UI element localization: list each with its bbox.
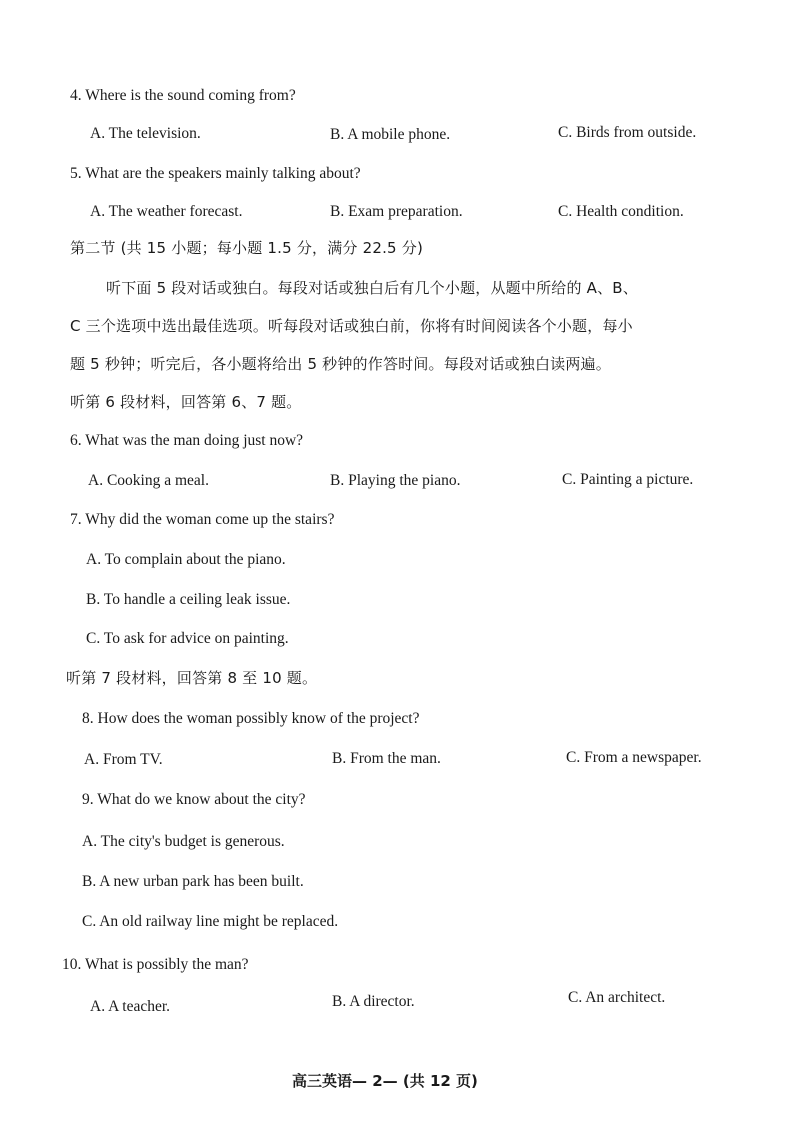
question-10-option-b: B. A director.	[332, 993, 415, 1010]
question-7-option-b: B. To handle a ceiling leak issue.	[86, 591, 291, 608]
section-2-instruction-line-3: 题 5 秒钟；听完后，各小题将给出 5 秒钟的作答时间。每段对话或独白读两遍。	[70, 355, 611, 373]
question-8-stem: 8. How does the woman possibly know of the project?	[82, 710, 420, 727]
question-9-option-a: A. The city's budget is generous.	[82, 833, 285, 850]
question-5-option-c: C. Health condition.	[558, 203, 684, 220]
question-9-stem: 9. What do we know about the city?	[82, 791, 306, 808]
section-2-instruction-line-1: 听下面 5 段对话或独白。每段对话或独白后有几个小题，从题中所给的 A、B、	[106, 279, 639, 297]
question-8-option-b: B. From the man.	[332, 750, 441, 767]
section-2-title: 第二节 (共 15 小题；每小题 1.5 分，满分 22.5 分)	[70, 239, 424, 257]
question-6-option-b: B. Playing the piano.	[330, 472, 461, 489]
question-7-stem: 7. Why did the woman come up the stairs?	[70, 511, 335, 528]
question-6-option-c: C. Painting a picture.	[562, 471, 694, 488]
question-8-option-c: C. From a newspaper.	[566, 749, 702, 766]
question-6-stem: 6. What was the man doing just now?	[70, 432, 304, 449]
passage-7-label: 听第 7 段材料，回答第 8 至 10 题。	[66, 669, 318, 687]
passage-6-label: 听第 6 段材料，回答第 6、7 题。	[70, 393, 302, 411]
question-10-stem: 10. What is possibly the man?	[62, 956, 249, 973]
section-2-instruction-line-2: C 三个选项中选出最佳选项。听每段对话或独白前，你将有时间阅读各个小题，每小	[70, 317, 633, 335]
question-8-option-a: A. From TV.	[84, 751, 163, 768]
question-4-stem: 4. Where is the sound coming from?	[70, 87, 296, 104]
question-9-option-c: C. An old railway line might be replaced.	[82, 913, 339, 930]
question-4-option-b: B. A mobile phone.	[330, 126, 451, 143]
question-4-option-c: C. Birds from outside.	[558, 124, 697, 141]
question-10-option-a: A. A teacher.	[90, 998, 171, 1015]
question-7-option-c: C. To ask for advice on painting.	[86, 630, 289, 647]
question-5-option-a: A. The weather forecast.	[90, 203, 243, 220]
question-10-option-c: C. An architect.	[568, 989, 666, 1006]
question-5-option-b: B. Exam preparation.	[330, 203, 463, 220]
question-4-option-a: A. The television.	[90, 125, 201, 142]
question-6-option-a: A. Cooking a meal.	[88, 472, 209, 489]
page-footer: 高三英语— 2— (共 12 页)	[292, 1072, 478, 1090]
question-9-option-b: B. A new urban park has been built.	[82, 873, 304, 890]
question-5-stem: 5. What are the speakers mainly talking about?	[70, 165, 361, 182]
question-7-option-a: A. To complain about the piano.	[86, 551, 286, 568]
